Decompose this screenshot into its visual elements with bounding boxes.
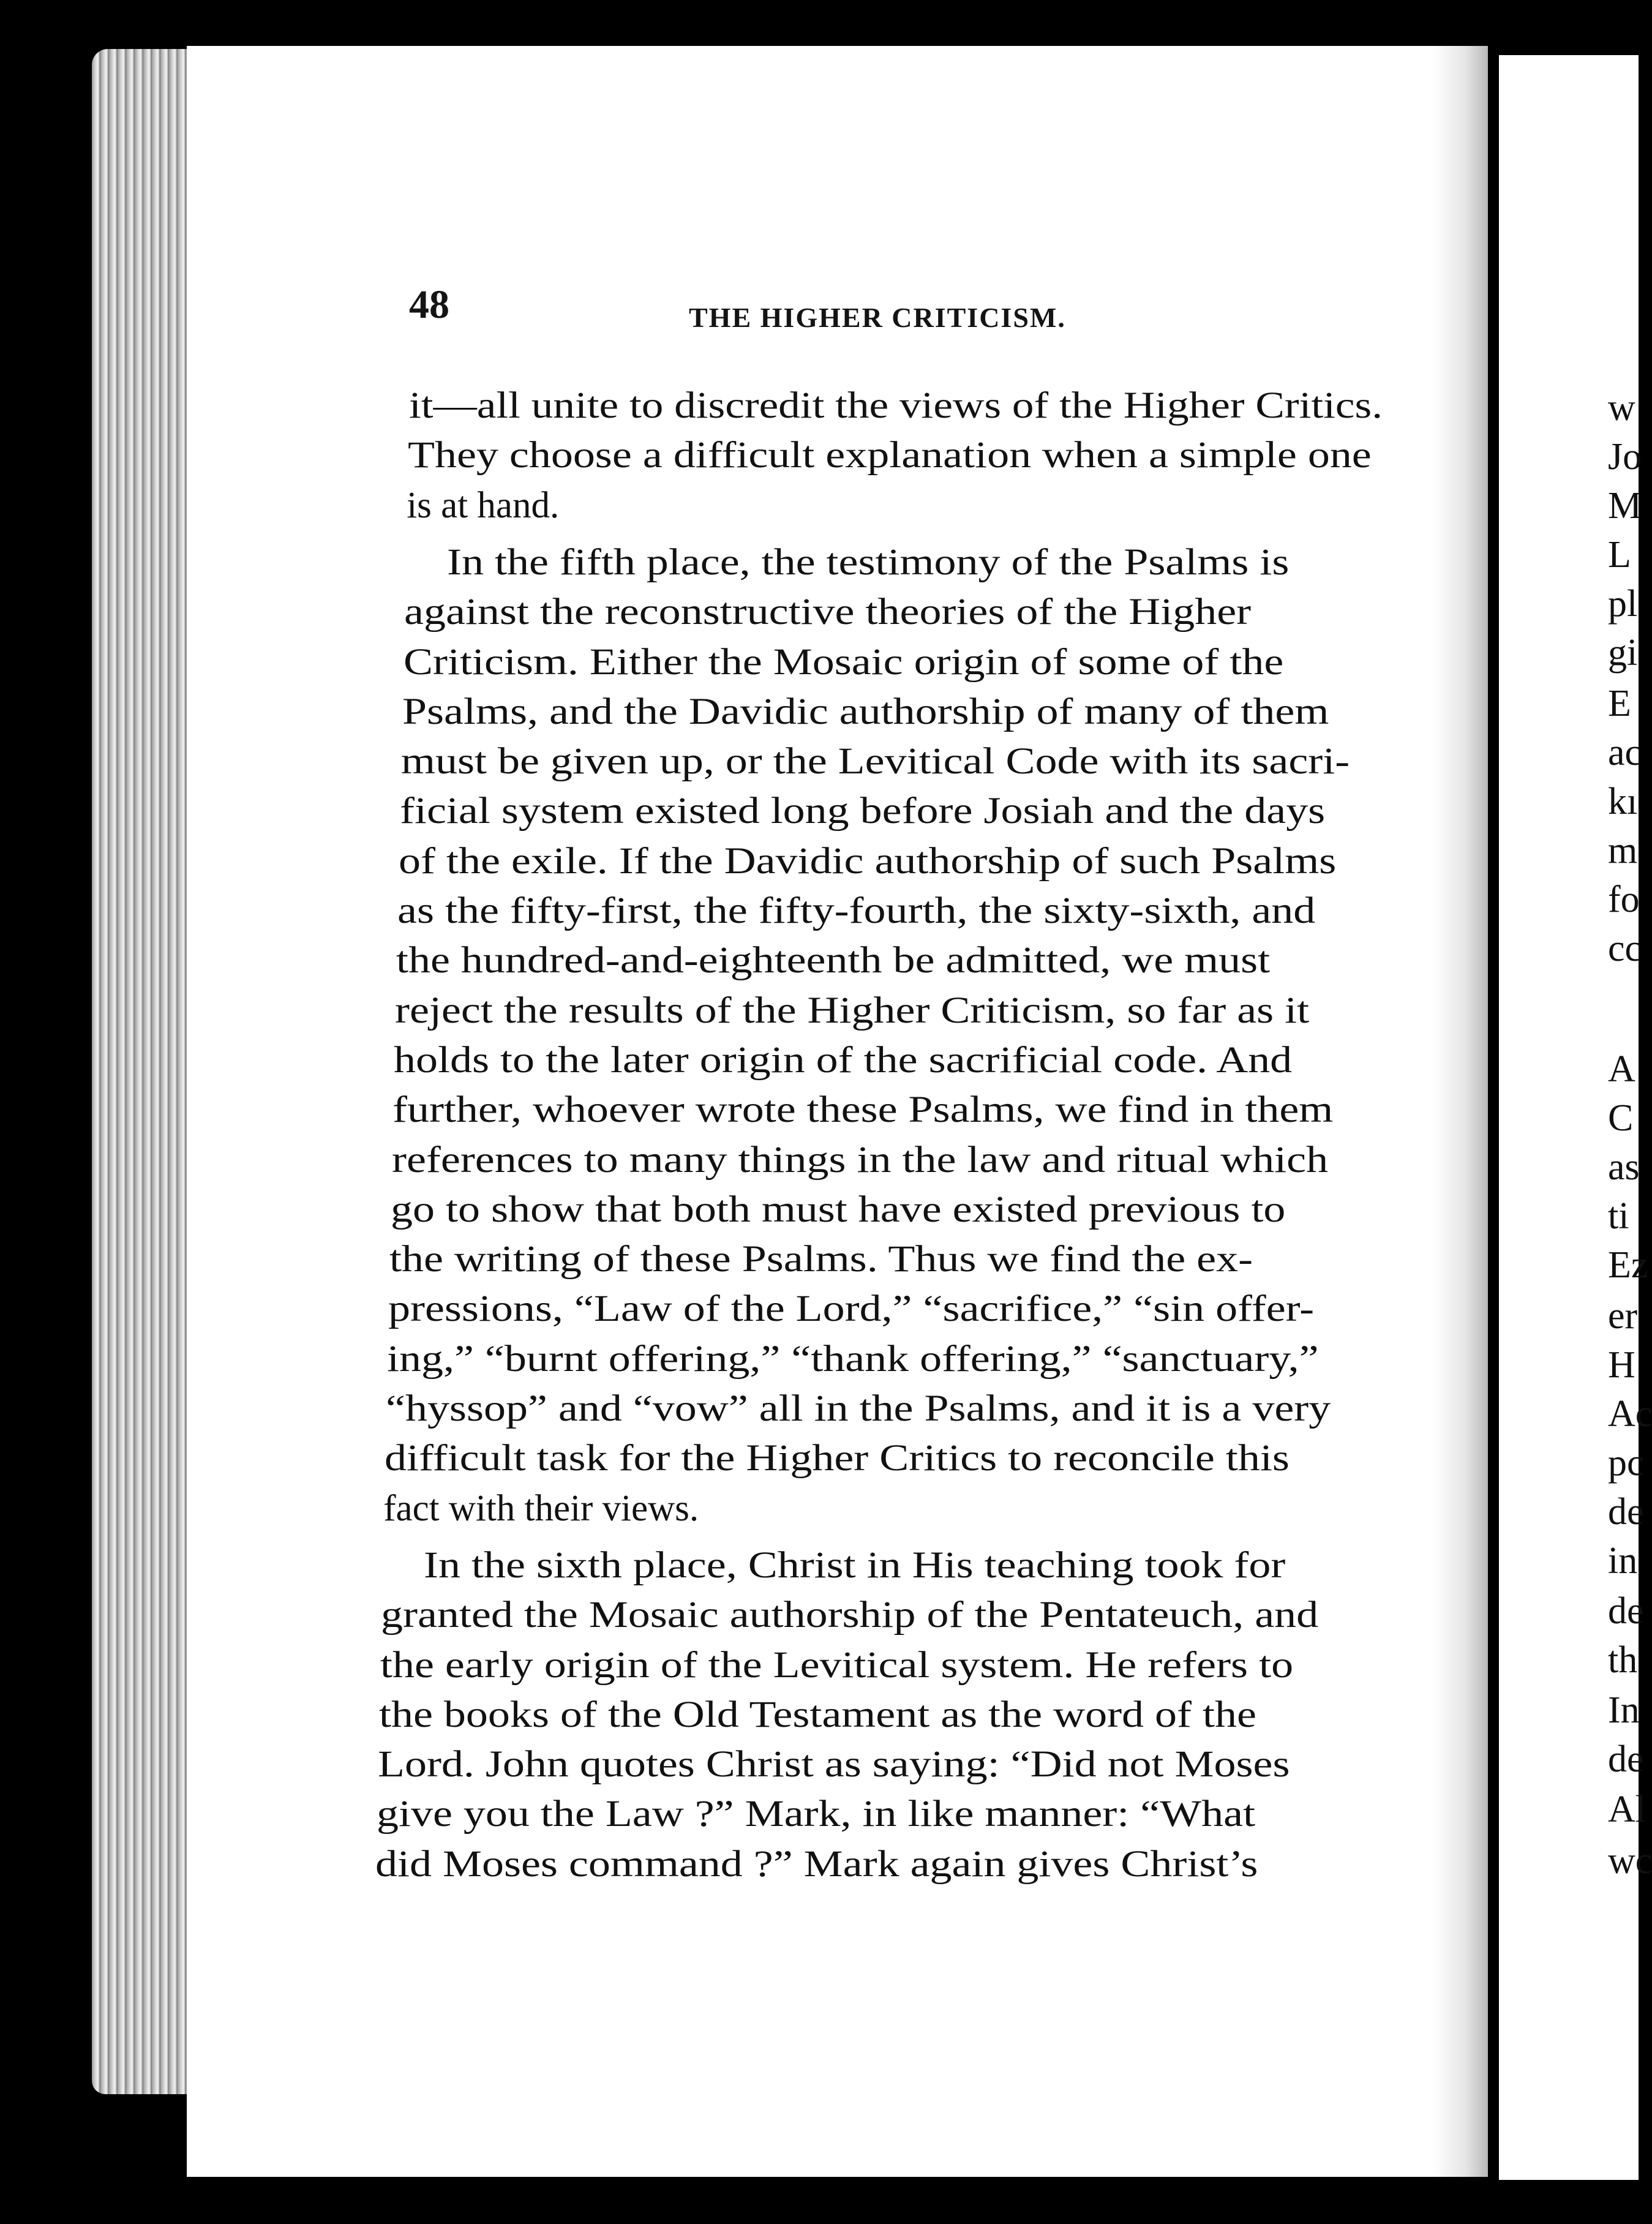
right-page-fragment: E	[1608, 683, 1631, 724]
text-line: the early origin of the Levitical system. He refers to	[380, 1644, 1293, 1686]
right-page-fragment: ti	[1608, 1195, 1629, 1237]
right-page-fragment: de	[1608, 1590, 1644, 1632]
running-head: THE HIGHER CRITICISM.	[689, 302, 1066, 333]
right-page-fragment: wc	[1608, 1840, 1652, 1882]
text-line: the hundred-and-eighteenth be admitted, we must	[396, 940, 1271, 982]
right-page-fragment: in	[1608, 1540, 1638, 1582]
text-line: ficial system existed long before Josiah and the days	[399, 791, 1326, 832]
right-page-fragment: Jo	[1608, 436, 1642, 478]
right-page-fragment: Ez	[1608, 1244, 1648, 1286]
right-page-fragment: kı	[1608, 781, 1638, 822]
text-line: fact with their views.	[383, 1487, 699, 1529]
text-line: it—all unite to discredit the views of the Higher Critics.	[409, 385, 1383, 426]
right-page-fragment: cc	[1608, 928, 1642, 969]
right-page-fragment: M	[1608, 485, 1642, 527]
right-page-fragment: gi	[1608, 632, 1638, 674]
spine-shadow	[1433, 46, 1488, 2177]
right-page-fragment: Ac	[1608, 1393, 1652, 1435]
text-line: Lord. John quotes Christ as saying: “Did not Moses	[377, 1744, 1290, 1786]
right-page-fragment: ac	[1608, 732, 1642, 773]
text-line: holds to the later origin of the sacrificial code. And	[394, 1039, 1293, 1081]
text-line: difficult task for the Higher Critics to reconcile this	[385, 1438, 1290, 1479]
text-line: the books of the Old Testament as the word of the	[378, 1694, 1256, 1735]
right-page-fragment: fo	[1608, 879, 1640, 920]
text-line: is at hand.	[407, 484, 560, 526]
text-line: of the exile. If the Davidic authorship of such Psalms	[398, 840, 1337, 882]
text-line: In the fifth place, the testimony of the Psalms is	[447, 541, 1290, 583]
text-line: further, whoever wrote these Psalms, we find in them	[392, 1089, 1334, 1131]
right-page-fragment: H	[1608, 1344, 1635, 1386]
text-line: against the reconstructive theories of the Higher	[404, 592, 1252, 633]
text-line: did Moses command ?” Mark again gives Christ’s	[375, 1843, 1258, 1885]
right-page-fragment: Al	[1608, 1789, 1646, 1830]
text-line: They choose a difficult explanation when a simple one	[408, 435, 1372, 476]
right-page-fragment: pc	[1608, 1442, 1644, 1484]
right-page-fragment: er	[1608, 1295, 1638, 1337]
right-page-fragment: pl	[1608, 583, 1638, 625]
right-page-fragment: de	[1608, 1738, 1644, 1780]
text-line: Psalms, and the Davidic authorship of many of them	[402, 691, 1329, 732]
text-line: “hyssop” and “vow” all in the Psalms, and it is a very	[386, 1388, 1331, 1429]
text-line: reject the results of the Higher Criticism, so far as it	[395, 990, 1310, 1031]
right-page-fragment: A	[1608, 1048, 1635, 1090]
text-line: give you the Law ?” Mark, in like manner: “What	[376, 1794, 1255, 1835]
right-page-fragment: de	[1608, 1491, 1644, 1533]
right-page-fragment: C	[1608, 1097, 1634, 1139]
text-line: ing,” “burnt offering,” “thank offering,” “sanctuary,”	[386, 1338, 1319, 1380]
text-line: must be given up, or the Levitical Code with its sacri-	[400, 741, 1350, 783]
text-line: the writing of these Psalms. Thus we find the ex-	[389, 1239, 1253, 1280]
text-line: references to many things in the law and ritual which	[391, 1139, 1328, 1181]
right-page-fragment: L	[1608, 534, 1631, 576]
text-line: as the fifty-first, the fifty-fourth, the sixty-sixth, and	[397, 890, 1316, 931]
right-page-fragment: as	[1608, 1146, 1640, 1188]
page-number: 48	[409, 282, 449, 327]
text-line: Criticism. Either the Mosaic origin of some of the	[403, 641, 1283, 683]
text-line: pressions, “Law of the Lord,” “sacrifice,” “sin offer-	[388, 1288, 1314, 1330]
text-line: go to show that both must have existed previous to	[390, 1189, 1286, 1230]
text-line: granted the Mosaic authorship of the Pentateuch, and	[381, 1595, 1319, 1636]
right-page-fragment: w	[1608, 387, 1635, 429]
right-page-fragment: th	[1608, 1639, 1638, 1681]
right-page-fragment: In	[1608, 1689, 1640, 1731]
text-line: In the sixth place, Christ in His teaching took for	[424, 1544, 1286, 1586]
right-page-fragment: m	[1608, 830, 1638, 871]
